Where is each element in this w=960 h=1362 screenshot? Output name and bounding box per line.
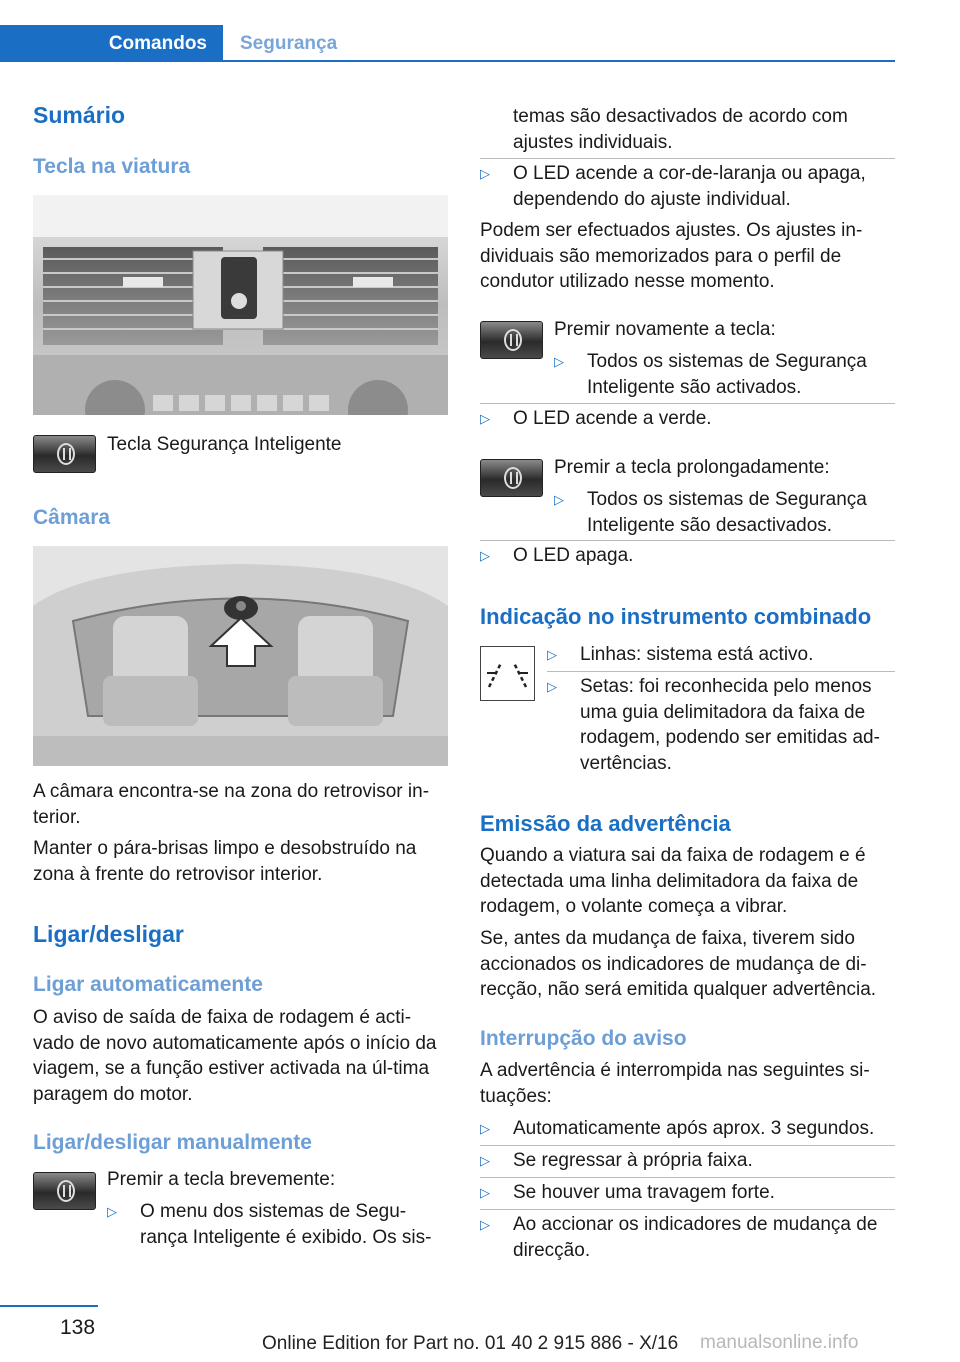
heading-ligar-automaticamente: Ligar automaticamente	[33, 973, 263, 996]
watermark: manualsonline.info	[700, 1332, 859, 1353]
page-number-bar	[0, 1305, 98, 1307]
bullet-triangle-icon: ▷	[480, 1121, 490, 1136]
safety-key-icon	[480, 459, 543, 497]
ajustes-paragraph: Podem ser efectuados ajustes. Os ajustes in-dividuais são memorizados para o perfil de condutor utilizado nesse momento.	[480, 220, 863, 292]
divider	[480, 540, 895, 541]
safety-key-icon	[33, 435, 96, 473]
interrupcao-paragraph: A advertência é interrompida nas seguintes si-tuações:	[480, 1060, 870, 1107]
heading-sumario: Sumário	[33, 102, 126, 128]
bullet-triangle-icon: ▷	[480, 1185, 490, 1200]
divider	[480, 1177, 895, 1178]
divider	[547, 671, 895, 672]
emissao-paragraph-1: Quando a viatura sai da faixa de rodagem e é detectada uma linha delimitadora da faixa de rodagem, o volante começa a vibrar.	[480, 845, 866, 917]
tecla-caption: Tecla Segurança Inteligente	[107, 434, 342, 455]
heading-ligar-desligar: Ligar/desligar	[33, 921, 184, 947]
heading-interrupcao: Interrupção do aviso	[480, 1027, 687, 1050]
bullet-triangle-icon: ▷	[547, 647, 557, 662]
heading-camara: Câmara	[33, 506, 111, 529]
bullet-triangle-icon: ▷	[554, 354, 564, 369]
camera-location-photo	[33, 546, 448, 766]
page-number: 138	[60, 1316, 96, 1339]
windshield-illustration	[33, 546, 448, 766]
heading-ligar-manualmente: Ligar/desligar manualmente	[33, 1131, 312, 1154]
camara-paragraph-1: A câmara encontra-se na zona do retrovisor in-terior.	[33, 781, 430, 828]
heading-emissao: Emissão da advertência	[480, 811, 731, 836]
emissao-paragraph-2: Se, antes da mudança de faixa, tiverem sido accionados os indicadores de mudança de di-recção, não será emitida qualquer advertência.	[480, 928, 877, 1000]
bullet-triangle-icon: ▷	[547, 679, 557, 694]
lane-lines-icon	[480, 646, 535, 701]
bullet-triangle-icon: ▷	[480, 1217, 490, 1232]
bullet-triangle-icon: ▷	[480, 548, 490, 563]
divider	[480, 403, 895, 404]
long-lead: Premir a tecla prolongadamente:	[554, 457, 830, 478]
tab-seguranca[interactable]: Segurança	[240, 33, 338, 54]
tab-comandos[interactable]: Comandos	[0, 25, 223, 62]
bullet-triangle-icon: ▷	[107, 1204, 117, 1219]
bullet-triangle-icon: ▷	[480, 1153, 490, 1168]
continued-text: temas são desactivados de acordo com ajustes individuais.	[513, 106, 848, 153]
edition-footer: Online Edition for Part no. 01 40 2 915 886 - X/16	[262, 1333, 679, 1354]
divider	[480, 158, 895, 159]
auto-paragraph: O aviso de saída de faixa de rodagem é acti-vado de novo automaticamente após o início da viagem, se a função estiver activada na úl-tima paragem do motor.	[33, 1007, 437, 1105]
bullet-triangle-icon: ▷	[554, 492, 564, 507]
divider	[480, 1209, 895, 1210]
heading-tecla-na-viatura: Tecla na viatura	[33, 155, 191, 178]
dashboard-button-photo	[33, 195, 448, 415]
safety-key-icon	[480, 321, 543, 359]
chapter-tab-bar	[0, 25, 895, 62]
manual-lead: Premir a tecla brevemente:	[107, 1169, 336, 1190]
divider	[480, 1145, 895, 1146]
heading-indicacao: Indicação no instrumento combinado	[480, 604, 872, 629]
dashboard-illustration	[33, 195, 448, 415]
bullet-triangle-icon: ▷	[480, 166, 490, 181]
again-lead: Premir novamente a tecla:	[554, 319, 776, 340]
bullet-triangle-icon: ▷	[480, 411, 490, 426]
camara-paragraph-2: Manter o pára-brisas limpo e desobstruído na zona à frente do retrovisor interior.	[33, 838, 417, 885]
safety-key-icon	[33, 1172, 96, 1210]
